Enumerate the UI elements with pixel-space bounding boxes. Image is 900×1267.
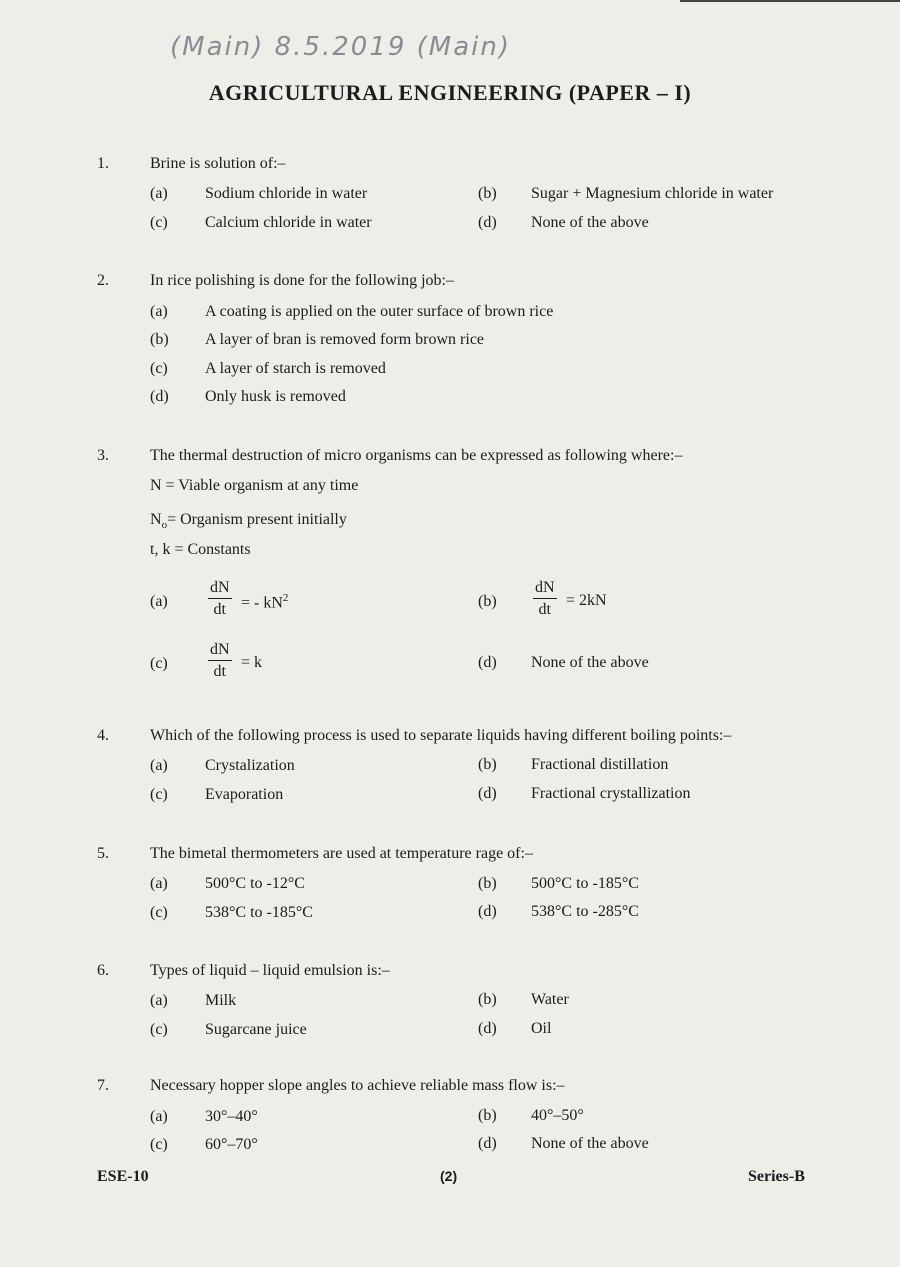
fraction-dn-dt-c	[208, 640, 232, 683]
fraction-denominator: dt	[213, 601, 226, 618]
question-number: 3.	[97, 447, 109, 464]
option-label-c: (c)	[150, 1021, 168, 1038]
option-c: Calcium chloride in water	[205, 214, 372, 231]
option-b: A layer of bran is removed form brown rice	[205, 331, 485, 348]
option-d: Oil	[531, 1020, 552, 1037]
question-number: 4.	[97, 727, 109, 744]
paper-code: ESE-10	[97, 1168, 149, 1185]
definition-n0-text: = Organism present initially	[167, 511, 347, 528]
option-label-c: (c)	[150, 214, 168, 231]
option-label-c: (c)	[150, 904, 168, 921]
option-label-a: (a)	[150, 757, 168, 774]
definition-tk: t, k = Constants	[150, 541, 251, 558]
option-a: A coating is applied on the outer surface of brown rice	[205, 303, 554, 320]
option-a: Milk	[205, 992, 237, 1009]
scan-edge-line	[680, 0, 900, 2]
definition-n0	[150, 511, 347, 531]
question-text: Types of liquid – liquid emulsion is:–	[150, 962, 390, 979]
option-label-d: (d)	[478, 785, 497, 802]
option-d: None of the above	[531, 1135, 649, 1152]
option-label-d: (d)	[478, 1020, 497, 1037]
option-label-d: (d)	[478, 903, 497, 920]
series-label: Series-B	[748, 1168, 805, 1185]
option-label-c: (c)	[150, 786, 168, 803]
superscript-2: 2	[282, 592, 289, 604]
fraction-dn-dt-a	[208, 578, 232, 621]
option-d: Fractional crystallization	[531, 785, 691, 802]
fraction-numerator: dN	[533, 578, 557, 599]
option-d: None of the above	[531, 214, 649, 231]
option-d: 538°C to -285°C	[531, 903, 639, 920]
option-b: = 2kN	[566, 592, 607, 609]
option-a: 30°–40°	[205, 1108, 258, 1125]
option-d: None of the above	[531, 654, 649, 671]
symbol-n: N	[150, 511, 162, 528]
option-label-c: (c)	[150, 360, 168, 377]
fraction-denominator: dt	[213, 663, 226, 680]
fraction-dn-dt-b	[533, 578, 557, 621]
option-c: Sugarcane juice	[205, 1021, 307, 1038]
option-label-b: (b)	[478, 1107, 497, 1124]
fraction-denominator: dt	[538, 601, 551, 618]
option-label-b: (b)	[478, 875, 497, 892]
question-number: 2.	[97, 272, 109, 289]
option-a: Sodium chloride in water	[205, 185, 368, 202]
option-b: Water	[531, 991, 569, 1008]
handwritten-annotation	[170, 32, 511, 62]
option-label-a: (a)	[150, 875, 168, 892]
option-a	[241, 592, 288, 612]
option-b: 40°–50°	[531, 1107, 584, 1124]
question-number: 5.	[97, 845, 109, 862]
option-label-d: (d)	[150, 388, 169, 405]
option-label-b: (b)	[478, 756, 497, 773]
option-label-b: (b)	[478, 185, 497, 202]
question-text: The bimetal thermometers are used at temperature rage of:–	[150, 845, 533, 862]
option-label-c: (c)	[150, 1136, 168, 1153]
option-b: Fractional distillation	[531, 756, 669, 773]
fraction-numerator: dN	[208, 578, 232, 599]
question-number: 6.	[97, 962, 109, 979]
option-a: Crystalization	[205, 757, 295, 774]
option-label-d: (d)	[478, 214, 497, 231]
option-c: = k	[241, 654, 263, 671]
option-label-b: (b)	[478, 991, 497, 1008]
option-a: 500°C to -12°C	[205, 875, 305, 892]
definition-n: N = Viable organism at any time	[150, 477, 359, 494]
option-b: Sugar + Magnesium chloride in water	[531, 185, 774, 202]
question-text: In rice polishing is done for the following job:–	[150, 272, 454, 289]
option-c: Evaporation	[205, 786, 284, 803]
option-label-b: (b)	[478, 593, 497, 610]
option-label-a: (a)	[150, 1108, 168, 1125]
option-label-a: (a)	[150, 185, 168, 202]
subscript-o: o	[161, 519, 168, 532]
option-label-b: (b)	[150, 331, 169, 348]
question-number: 7.	[97, 1077, 109, 1094]
question-text: Necessary hopper slope angles to achieve reliable mass flow is:–	[150, 1077, 565, 1094]
page-number: (2)	[440, 1168, 458, 1184]
fraction-numerator: dN	[208, 640, 232, 661]
option-label-d: (d)	[478, 1135, 497, 1152]
option-label-a: (a)	[150, 992, 168, 1009]
option-b: 500°C to -185°C	[531, 875, 639, 892]
option-c: 60°–70°	[205, 1136, 258, 1153]
option-c: A layer of starch is removed	[205, 360, 386, 377]
option-a-rhs: = - kN	[241, 594, 283, 612]
question-text: The thermal destruction of micro organisms can be expressed as following where:–	[150, 447, 683, 464]
question-text: Brine is solution of:–	[150, 155, 286, 172]
option-c: 538°C to -185°C	[205, 904, 313, 921]
question-number: 1.	[97, 155, 109, 172]
option-label-a: (a)	[150, 303, 168, 320]
option-label-a: (a)	[150, 593, 168, 610]
question-text: Which of the following process is used to separate liquids having different boiling points:–	[150, 727, 732, 744]
paper-title: AGRICULTURAL ENGINEERING (PAPER – I)	[208, 80, 692, 105]
option-label-d: (d)	[478, 654, 497, 671]
option-label-c: (c)	[150, 655, 168, 672]
option-d: Only husk is removed	[205, 388, 346, 405]
handwritten-annotation-text: (Main) 8.5.2019 (Main)	[170, 32, 512, 62]
